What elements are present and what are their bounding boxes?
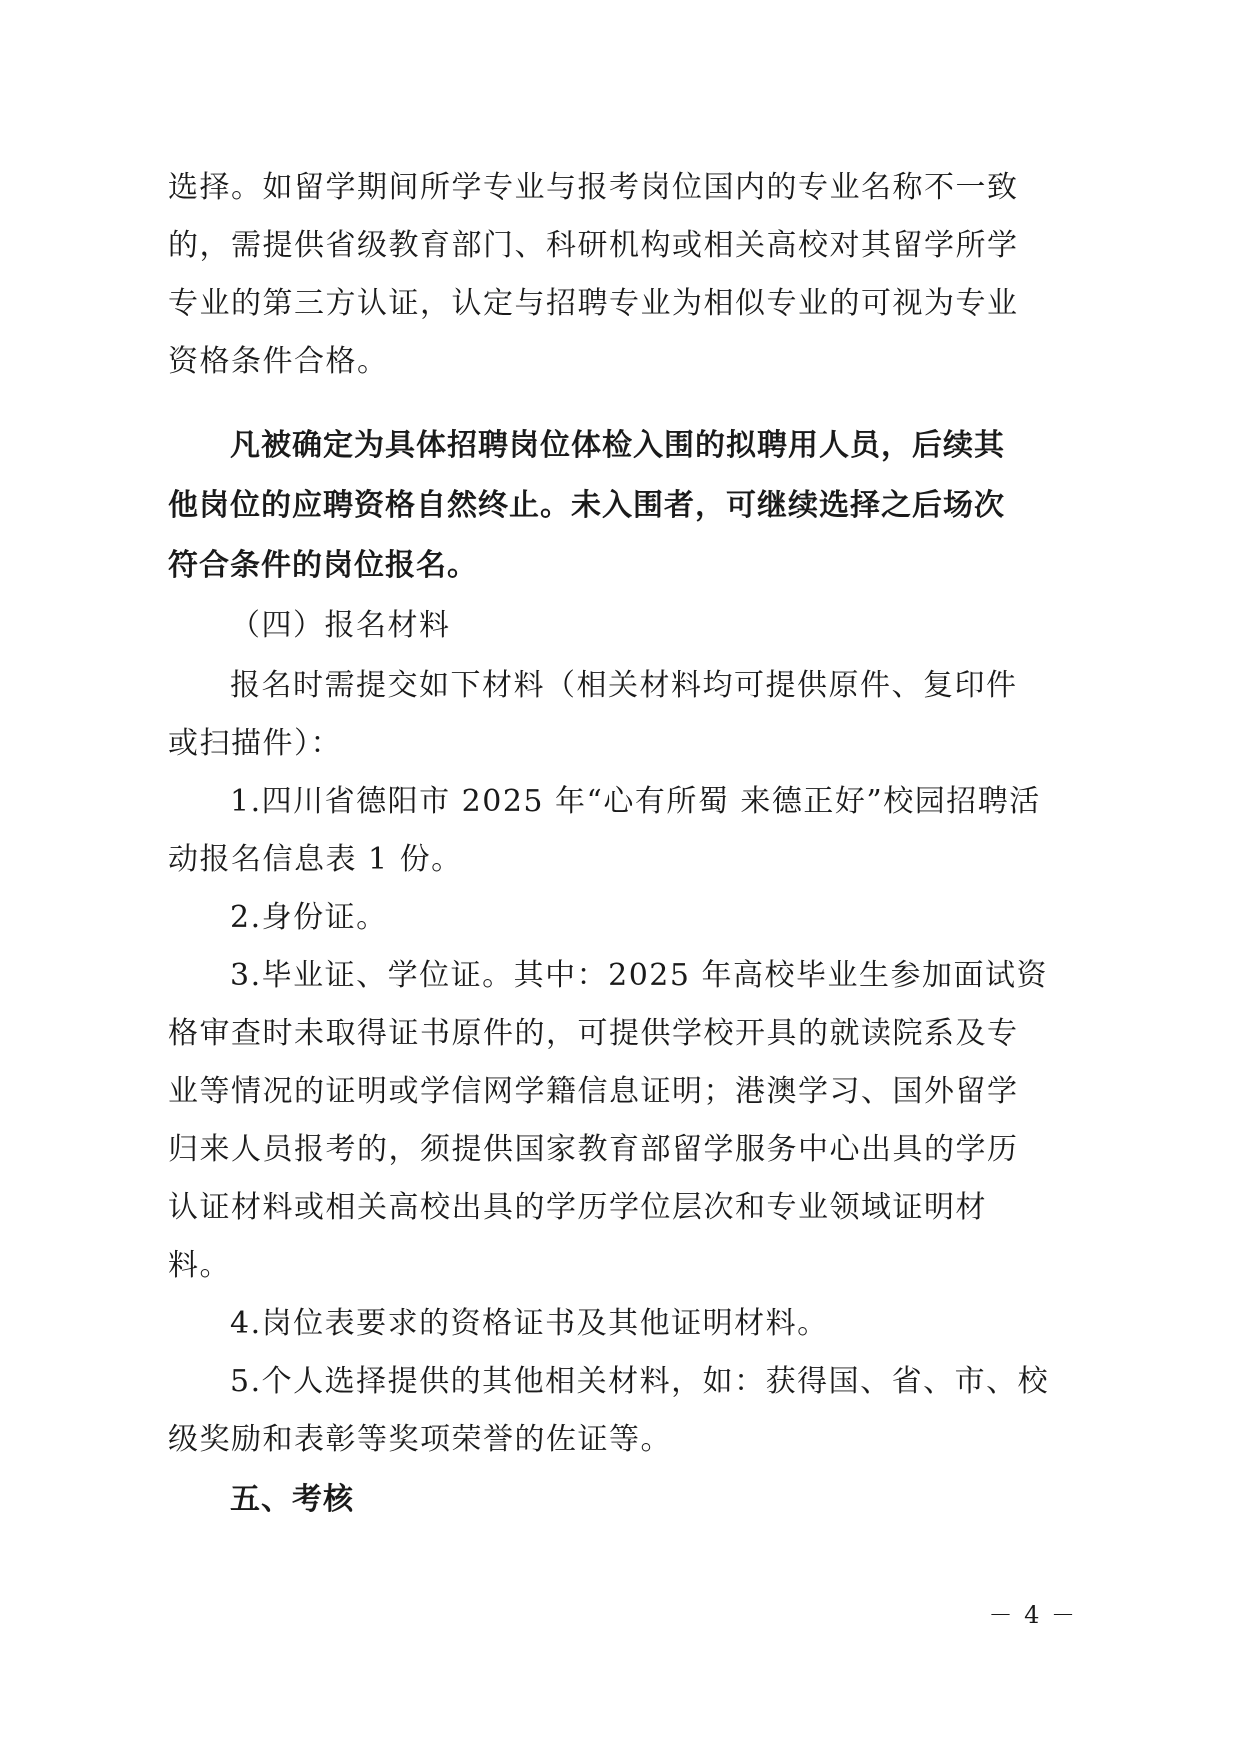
paragraph-line: 或扫描件）： xyxy=(168,726,342,761)
list-item-line: 业等情况的证明或学信网学籍信息证明；港澳学习、国外留学 xyxy=(168,1074,1019,1109)
paragraph-line: 报名时需提交如下材料（相关材料均可提供原件、复印件 xyxy=(230,668,1018,703)
list-item-line: 料。 xyxy=(168,1248,231,1283)
list-item-line: 归来人员报考的，须提供国家教育部留学服务中心出具的学历 xyxy=(168,1132,1019,1167)
paragraph-line: 选择。如留学期间所学专业与报考岗位国内的专业名称不一致 xyxy=(168,170,1019,205)
section-heading: （四）报名材料 xyxy=(230,608,451,643)
list-item-line: 格审查时未取得证书原件的，可提供学校开具的就读院系及专 xyxy=(168,1016,1019,1051)
list-item-line: 级奖励和表彰等奖项荣誉的佐证等。 xyxy=(168,1422,672,1457)
bold-paragraph-line: 符合条件的岗位报名。 xyxy=(168,548,478,583)
bold-paragraph-line: 凡被确定为具体招聘岗位体检入围的拟聘用人员，后续其 xyxy=(230,428,1005,463)
section-heading: 五、考核 xyxy=(230,1482,354,1517)
list-item-line: 动报名信息表 1 份。 xyxy=(168,842,463,877)
paragraph-line: 的，需提供省级教育部门、科研机构或相关高校对其留学所学 xyxy=(168,228,1019,263)
page-number: － 4 － xyxy=(988,1601,1077,1629)
list-item-line: 4.岗位表要求的资格证书及其他证明材料。 xyxy=(230,1306,829,1341)
list-item-line: 1.四川省德阳市 2025 年“心有所蜀 来德正好”校园招聘活 xyxy=(230,784,1041,819)
list-item-line: 2.身份证。 xyxy=(230,900,388,935)
paragraph-line: 资格条件合格。 xyxy=(168,344,389,379)
list-item-line: 3.毕业证、学位证。其中：2025 年高校毕业生参加面试资 xyxy=(230,958,1049,993)
list-item-line: 认证材料或相关高校出具的学历学位层次和专业领域证明材 xyxy=(168,1190,987,1225)
bold-paragraph-line: 他岗位的应聘资格自然终止。未入围者，可继续选择之后场次 xyxy=(168,488,1005,523)
list-item-line: 5.个人选择提供的其他相关材料，如：获得国、省、市、校 xyxy=(230,1364,1050,1399)
paragraph-line: 专业的第三方认证，认定与招聘专业为相似专业的可视为专业 xyxy=(168,286,1019,321)
